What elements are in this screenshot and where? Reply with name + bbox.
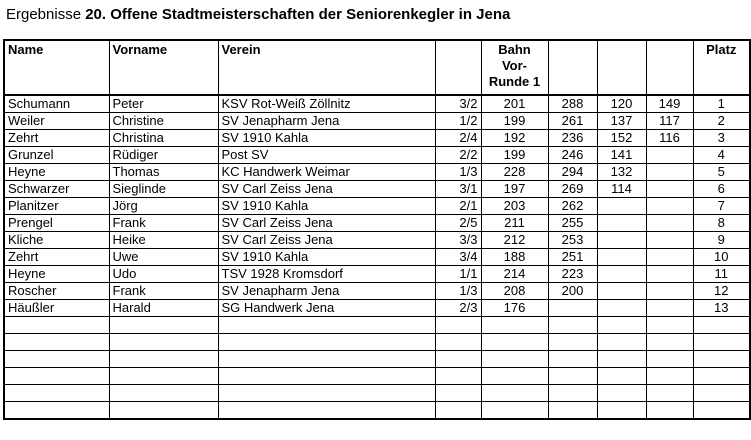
cell-round-2 xyxy=(548,317,597,334)
cell-round-3: 152 xyxy=(597,130,646,147)
cell-bahn: 2/5 xyxy=(435,215,481,232)
cell-verein xyxy=(218,334,435,351)
cell-bahn: 3/1 xyxy=(435,181,481,198)
cell-name: Roscher xyxy=(4,283,109,300)
cell-bahn: 1/3 xyxy=(435,283,481,300)
cell-vorname: Heike xyxy=(109,232,218,249)
cell-round-2: 262 xyxy=(548,198,597,215)
cell-bahn xyxy=(435,351,481,368)
header-bahn xyxy=(435,40,481,95)
cell-name: Zehrt xyxy=(4,249,109,266)
cell-round-2: 200 xyxy=(548,283,597,300)
cell-name: Planitzer xyxy=(4,198,109,215)
cell-platz xyxy=(693,351,750,368)
cell-name xyxy=(4,402,109,420)
page-title xyxy=(6,4,510,26)
cell-round-2: 261 xyxy=(548,113,597,130)
cell-round-4 xyxy=(646,317,693,334)
cell-round-4 xyxy=(646,147,693,164)
title-prefix: Ergebnisse xyxy=(6,6,82,23)
table-row xyxy=(4,317,750,334)
table-row xyxy=(4,147,750,164)
cell-round-3 xyxy=(597,232,646,249)
cell-verein: KSV Rot-Weiß Zöllnitz xyxy=(218,95,435,113)
cell-vorname: Harald xyxy=(109,300,218,317)
cell-round-4 xyxy=(646,249,693,266)
cell-round-3 xyxy=(597,385,646,402)
cell-round-2: 223 xyxy=(548,266,597,283)
cell-round-4: 149 xyxy=(646,95,693,113)
cell-platz: 10 xyxy=(693,249,750,266)
cell-name: Kliche xyxy=(4,232,109,249)
cell-round-3: 120 xyxy=(597,95,646,113)
cell-round-2: 251 xyxy=(548,249,597,266)
cell-vorname: Uwe xyxy=(109,249,218,266)
cell-round-4 xyxy=(646,351,693,368)
cell-name: Häußler xyxy=(4,300,109,317)
cell-round-3: 141 xyxy=(597,147,646,164)
header-platz: Platz xyxy=(693,40,750,95)
cell-vorrunde: 176 xyxy=(481,300,548,317)
title-main: 20. Offene Stadtmeisterschaften der Seniorenkegler in Jena xyxy=(85,6,511,23)
cell-verein: SV Carl Zeiss Jena xyxy=(218,181,435,198)
cell-vorrunde: 212 xyxy=(481,232,548,249)
table-row xyxy=(4,351,750,368)
cell-bahn: 2/1 xyxy=(435,198,481,215)
cell-round-3 xyxy=(597,266,646,283)
cell-name: Schwarzer xyxy=(4,181,109,198)
cell-platz: 11 xyxy=(693,266,750,283)
table-row xyxy=(4,232,750,249)
cell-round-2 xyxy=(548,334,597,351)
table-row xyxy=(4,181,750,198)
cell-round-4 xyxy=(646,385,693,402)
cell-name: Heyne xyxy=(4,266,109,283)
cell-vorname: Peter xyxy=(109,95,218,113)
table-row xyxy=(4,95,750,113)
cell-platz xyxy=(693,402,750,420)
cell-bahn: 2/3 xyxy=(435,300,481,317)
cell-vorrunde: 199 xyxy=(481,147,548,164)
cell-platz xyxy=(693,317,750,334)
cell-round-2: 269 xyxy=(548,181,597,198)
table-row xyxy=(4,113,750,130)
table-row xyxy=(4,266,750,283)
cell-verein: SV Jenapharm Jena xyxy=(218,113,435,130)
table-row xyxy=(4,368,750,385)
cell-platz xyxy=(693,368,750,385)
cell-platz: 6 xyxy=(693,181,750,198)
cell-round-4 xyxy=(646,266,693,283)
cell-vorname: Christina xyxy=(109,130,218,147)
cell-bahn: 1/1 xyxy=(435,266,481,283)
cell-verein: SV 1910 Kahla xyxy=(218,130,435,147)
cell-vorname xyxy=(109,334,218,351)
cell-verein: KC Handwerk Weimar xyxy=(218,164,435,181)
header-row xyxy=(4,40,750,95)
cell-vorname xyxy=(109,351,218,368)
cell-vorrunde xyxy=(481,317,548,334)
cell-name: Zehrt xyxy=(4,130,109,147)
table-row xyxy=(4,402,750,420)
cell-vorrunde: 228 xyxy=(481,164,548,181)
cell-vorname: Frank xyxy=(109,283,218,300)
cell-round-2 xyxy=(548,368,597,385)
cell-platz xyxy=(693,385,750,402)
cell-round-3 xyxy=(597,300,646,317)
cell-vorrunde xyxy=(481,351,548,368)
cell-round-3 xyxy=(597,198,646,215)
cell-platz xyxy=(693,334,750,351)
cell-verein: SV Jenapharm Jena xyxy=(218,283,435,300)
table-row xyxy=(4,215,750,232)
cell-round-4 xyxy=(646,402,693,420)
cell-verein xyxy=(218,402,435,420)
cell-name xyxy=(4,351,109,368)
table-row xyxy=(4,334,750,351)
cell-round-3 xyxy=(597,368,646,385)
cell-round-2: 253 xyxy=(548,232,597,249)
cell-vorrunde: 199 xyxy=(481,113,548,130)
cell-vorrunde xyxy=(481,402,548,420)
cell-round-2 xyxy=(548,351,597,368)
table-row xyxy=(4,385,750,402)
header-name: Name xyxy=(4,40,109,95)
cell-name: Prengel xyxy=(4,215,109,232)
cell-round-4: 116 xyxy=(646,130,693,147)
header-round-4 xyxy=(646,40,693,95)
cell-round-4 xyxy=(646,334,693,351)
cell-platz: 12 xyxy=(693,283,750,300)
cell-vorrunde: 214 xyxy=(481,266,548,283)
cell-bahn: 3/4 xyxy=(435,249,481,266)
cell-name xyxy=(4,334,109,351)
cell-bahn xyxy=(435,368,481,385)
cell-vorrunde: 188 xyxy=(481,249,548,266)
cell-round-3 xyxy=(597,249,646,266)
cell-platz: 9 xyxy=(693,232,750,249)
cell-round-4: 117 xyxy=(646,113,693,130)
cell-vorname xyxy=(109,368,218,385)
cell-vorrunde: 201 xyxy=(481,95,548,113)
cell-name: Weiler xyxy=(4,113,109,130)
cell-round-4 xyxy=(646,181,693,198)
cell-round-4 xyxy=(646,215,693,232)
header-round-2 xyxy=(548,40,597,95)
cell-name xyxy=(4,368,109,385)
header-vorrunde-line2: Vor- xyxy=(501,58,528,73)
table-row xyxy=(4,300,750,317)
cell-round-2: 246 xyxy=(548,147,597,164)
cell-vorrunde: 203 xyxy=(481,198,548,215)
cell-vorrunde: 208 xyxy=(481,283,548,300)
cell-round-2: 255 xyxy=(548,215,597,232)
header-vorrunde xyxy=(481,40,548,95)
cell-vorrunde xyxy=(481,368,548,385)
cell-round-4 xyxy=(646,198,693,215)
cell-platz: 2 xyxy=(693,113,750,130)
cell-platz: 13 xyxy=(693,300,750,317)
cell-verein: SG Handwerk Jena xyxy=(218,300,435,317)
header-vorrunde-line1: Bahn xyxy=(498,42,531,57)
cell-vorrunde: 192 xyxy=(481,130,548,147)
cell-vorrunde: 211 xyxy=(481,215,548,232)
table-row xyxy=(4,249,750,266)
table-row xyxy=(4,198,750,215)
cell-name xyxy=(4,385,109,402)
cell-verein: Post SV xyxy=(218,147,435,164)
cell-verein: SV Carl Zeiss Jena xyxy=(218,232,435,249)
cell-vorname: Sieglinde xyxy=(109,181,218,198)
cell-name: Schumann xyxy=(4,95,109,113)
cell-round-3: 132 xyxy=(597,164,646,181)
cell-vorname xyxy=(109,402,218,420)
cell-round-3 xyxy=(597,334,646,351)
cell-platz: 8 xyxy=(693,215,750,232)
cell-verein: SV Carl Zeiss Jena xyxy=(218,215,435,232)
cell-vorrunde: 197 xyxy=(481,181,548,198)
cell-round-3: 137 xyxy=(597,113,646,130)
cell-vorname: Christine xyxy=(109,113,218,130)
cell-round-3 xyxy=(597,402,646,420)
cell-verein: SV 1910 Kahla xyxy=(218,198,435,215)
cell-bahn xyxy=(435,334,481,351)
header-verein: Verein xyxy=(218,40,435,95)
cell-platz: 4 xyxy=(693,147,750,164)
table-row xyxy=(4,164,750,181)
cell-round-3: 114 xyxy=(597,181,646,198)
cell-name: Heyne xyxy=(4,164,109,181)
cell-round-4 xyxy=(646,300,693,317)
cell-vorname xyxy=(109,385,218,402)
cell-round-2: 288 xyxy=(548,95,597,113)
cell-vorname: Rüdiger xyxy=(109,147,218,164)
cell-round-3 xyxy=(597,215,646,232)
cell-verein xyxy=(218,317,435,334)
cell-round-4 xyxy=(646,368,693,385)
cell-name xyxy=(4,317,109,334)
cell-round-2: 294 xyxy=(548,164,597,181)
cell-verein xyxy=(218,368,435,385)
cell-bahn xyxy=(435,317,481,334)
cell-verein: SV 1910 Kahla xyxy=(218,249,435,266)
cell-round-4 xyxy=(646,164,693,181)
cell-round-3 xyxy=(597,351,646,368)
cell-bahn: 3/3 xyxy=(435,232,481,249)
table-row xyxy=(4,130,750,147)
header-round-3 xyxy=(597,40,646,95)
table-row xyxy=(4,283,750,300)
header-vorrunde-line3: Runde 1 xyxy=(488,74,541,89)
cell-vorname: Frank xyxy=(109,215,218,232)
cell-bahn: 2/4 xyxy=(435,130,481,147)
cell-bahn: 3/2 xyxy=(435,95,481,113)
cell-platz: 1 xyxy=(693,95,750,113)
cell-round-4 xyxy=(646,283,693,300)
cell-round-2 xyxy=(548,385,597,402)
cell-platz: 3 xyxy=(693,130,750,147)
header-vorname: Vorname xyxy=(109,40,218,95)
cell-round-4 xyxy=(646,232,693,249)
cell-round-2 xyxy=(548,300,597,317)
cell-vorname: Udo xyxy=(109,266,218,283)
cell-round-3 xyxy=(597,283,646,300)
cell-vorname xyxy=(109,317,218,334)
cell-round-2: 236 xyxy=(548,130,597,147)
cell-verein: TSV 1928 Kromsdorf xyxy=(218,266,435,283)
cell-verein xyxy=(218,385,435,402)
cell-bahn: 1/3 xyxy=(435,164,481,181)
cell-vorname: Jörg xyxy=(109,198,218,215)
cell-bahn xyxy=(435,402,481,420)
cell-bahn xyxy=(435,385,481,402)
cell-verein xyxy=(218,351,435,368)
results-body xyxy=(4,95,750,419)
cell-vorrunde xyxy=(481,385,548,402)
cell-vorrunde xyxy=(481,334,548,351)
cell-vorname: Thomas xyxy=(109,164,218,181)
cell-name: Grunzel xyxy=(4,147,109,164)
cell-round-2 xyxy=(548,402,597,420)
cell-bahn: 2/2 xyxy=(435,147,481,164)
results-table xyxy=(3,39,751,420)
cell-round-3 xyxy=(597,317,646,334)
cell-platz: 5 xyxy=(693,164,750,181)
cell-platz: 7 xyxy=(693,198,750,215)
cell-bahn: 1/2 xyxy=(435,113,481,130)
